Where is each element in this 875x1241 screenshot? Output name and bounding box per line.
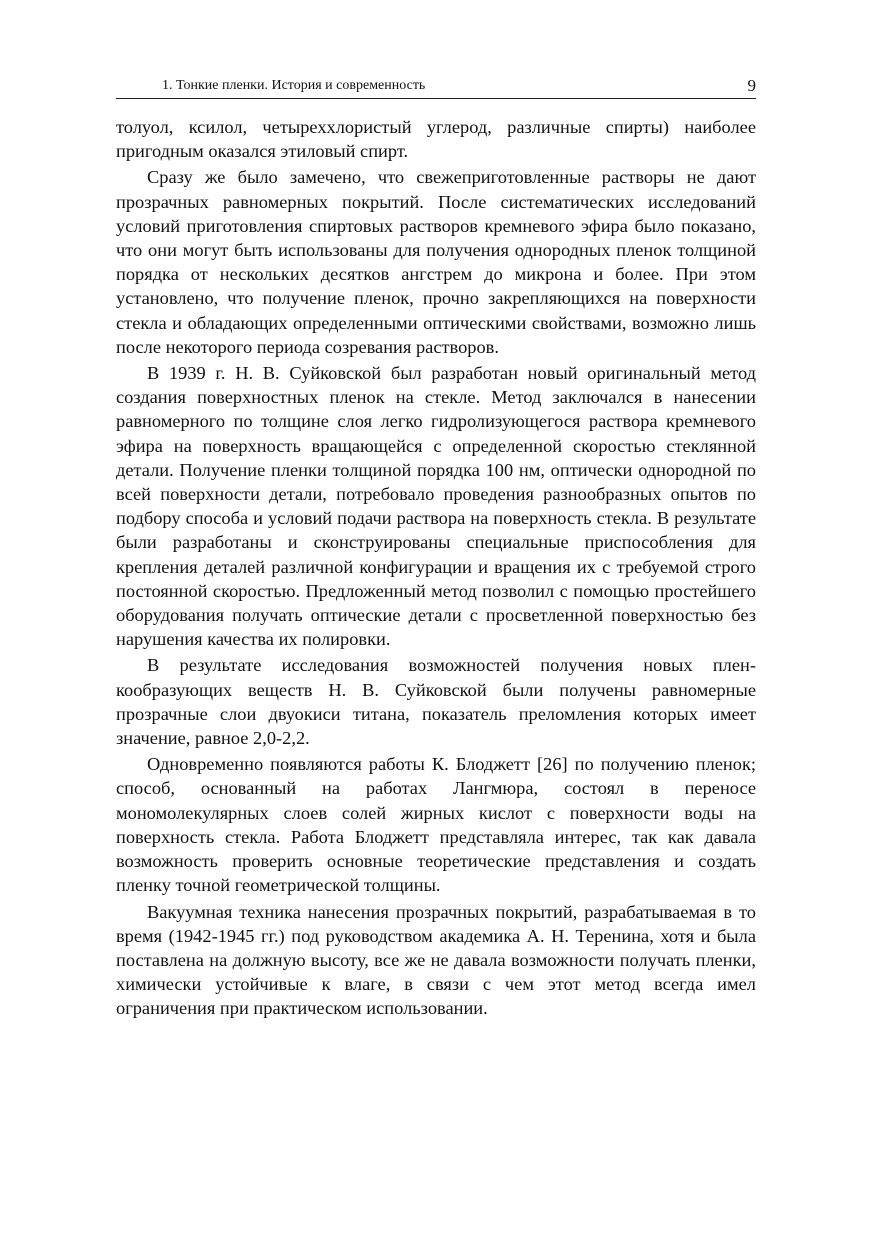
paragraph-continuation: толуол, ксилол, четыреххлористый углерод, различные спирты) наиболее пригодным оказался этиловый спирт.	[116, 117, 756, 162]
paragraph-vacuum-technique: Вакуумная техника нанесения прозрачных покрытий, разрабатываемая в то время (1942-1945 гг.) под руководством академика А. Н. Теренина, хотя и была поставлена на должную высоту, все же не давала возможности получать пленки, химически устойчивые к влаге, в связи с чем этот метод всегда имел ограничения при практическом использовании.	[116, 901, 756, 1019]
page-number: 9	[747, 76, 756, 95]
running-header	[116, 74, 756, 99]
chapter-title: 1. Тонкие пленки. История и современность	[162, 78, 426, 93]
paragraph-1939-method: В 1939 г. Н. В. Суйковской был разработан новый оригинальный метод создания поверхностных пленок на стекле. Метод заключался в нанесении равномерного по толщине слоя легко гидролизующегося раствора кремневого эфира на поверхность вращающейся с определенной скоростью стеклянной детали. Получение пленки толщиной порядка 100 нм, оптически однородной по всей поверхности детали, потребовало проведения разнообразных опытов по подбору способа и условий подачи раствора на поверхность стекла. В результате были разработаны и сконструированы специальные приспособления для крепления деталей различной конфигурации и вращения их с требуемой строго постоянной скоростью. Предложенный метод позволил с помощью простейшего оборудования получать оптические детали с просветленной поверхностью без нарушения качества их полировки.	[116, 363, 756, 650]
paragraph-blodgett: Одновременно появляются работы К. Блоджетт [26] по получению пленок; способ, основанный на работах Лангмюра, состоял в переносе мономолекулярных слоев солей жирных кислот с поверхности воды на поверхность стекла. Работа Блоджетт представляла интерес, так как давала возможность проверить основные теоретические представления и создать пленку точной геометрической толщины.	[116, 754, 756, 896]
paragraph-solutions: Сразу же было замечено, что свежеприготовленные растворы не дают прозрачных равномерных покрытий. После систематических исследований условий приготовления спиртовых растворов кремневого эфира было показано, что они могут быть использованы для получения однородных пленок толщиной порядка от нескольких десятков ангстрем до микрона и более. При этом установлено, что получение пленок, прочно закрепляющихся на поверхности стекла и обладающих определенными оптическими свойствами, возможно лишь после некоторого периода созревания растворов.	[116, 167, 756, 357]
book-page	[116, 74, 756, 1023]
paragraph-titanium-dioxide: В результате исследования возможностей получения новых пленкообразующих веществ Н. В. Суйковской были получены равномерные прозрачные слои двуокиси титана, показатель преломления которых имеет значение, равное 2,0-2,2.	[116, 655, 756, 749]
body-text	[116, 115, 756, 1021]
